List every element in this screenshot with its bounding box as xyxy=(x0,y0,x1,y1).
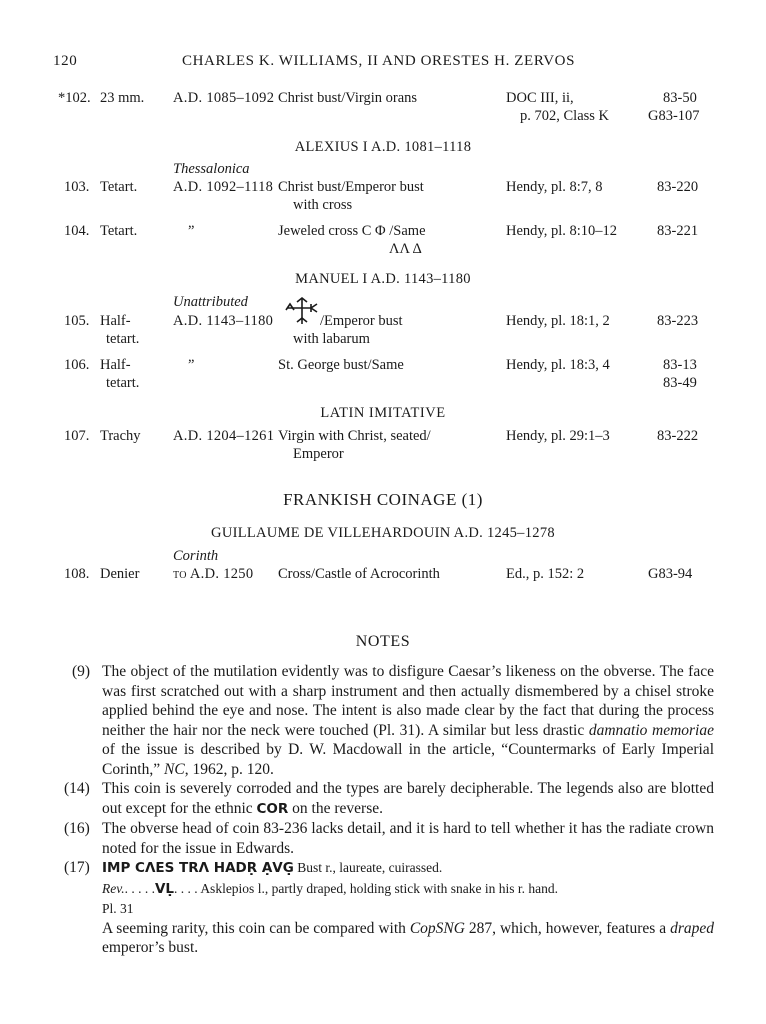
coin-type: Christ bust/Virgin orans xyxy=(278,90,418,106)
coin-legend: IMP CΛES TRΛ HADṚ ẠVG̣ xyxy=(102,860,294,876)
reference: Ed., p. 152: 2 xyxy=(506,566,585,582)
note-number: (14) xyxy=(64,780,90,797)
denomination: 23 mm. xyxy=(100,90,145,106)
note-16: (16) The obverse head of coin 83-236 lacks detail, and it is hard to tell whether it has the radiate crown noted for the issue in Edwards. xyxy=(64,820,714,857)
coin-type-line2: with cross xyxy=(293,197,353,213)
denomination: Half- xyxy=(100,313,131,329)
denomination: Tetart. xyxy=(100,223,138,239)
catalog-number: 105. xyxy=(64,313,90,329)
coin-type: St. George bust/Same xyxy=(278,357,404,373)
inventory-number: 83-221 xyxy=(657,223,699,239)
coin-type: /Emperor bust xyxy=(320,313,403,329)
note-17: (17) IMP CΛES TRΛ HADṚ ẠVG̣ Bust r., laureate, cuirassed. Rev.. . . . .VḶ. . . . Asklepios l., partly draped, holding stick with snake in his r. hand. Pl. 31 A seeming rarity, this coin can be compared with CopSNG 287, which, however, features a draped emperor’s bust. xyxy=(64,859,715,956)
catalog-number: 106. xyxy=(64,357,90,373)
date: A.D. 1204–1261 xyxy=(173,428,275,444)
catalog-number: 104. xyxy=(64,223,90,239)
catalog-number: 103. xyxy=(64,179,90,195)
denomination-line2: tetart. xyxy=(106,375,140,391)
inventory-number: 83-220 xyxy=(657,179,699,195)
reference: Hendy, pl. 8:7, 8 xyxy=(506,179,603,195)
section-heading-alexius: ALEXIUS I A.D. 1081–1118 xyxy=(294,139,472,155)
running-head-authors: CHARLES K. WILLIAMS, II AND ORESTES H. ZERVOS xyxy=(182,53,576,69)
reference: Hendy, pl. 18:1, 2 xyxy=(506,313,610,329)
denomination: Denier xyxy=(100,566,140,582)
section-heading-latin: LATIN IMITATIVE xyxy=(320,405,446,421)
coin-type-line2: with labarum xyxy=(293,331,370,347)
mint-label: Thessalonica xyxy=(173,161,250,177)
page-number: 120 xyxy=(53,53,78,69)
coin-type: Virgin with Christ, seated/ xyxy=(278,428,431,444)
reference: Hendy, pl. 18:3, 4 xyxy=(506,357,610,373)
date: to A.D. 1250 xyxy=(173,566,254,582)
inventory-number: G83-107 xyxy=(648,108,700,124)
inventory-number: 83-49 xyxy=(663,375,697,391)
denomination: Half- xyxy=(100,357,131,373)
inventory-number: 83-223 xyxy=(657,313,699,329)
note-number: (9) xyxy=(72,663,91,680)
reference-line2: p. 702, Class K xyxy=(520,108,610,124)
mint-label: Corinth xyxy=(173,548,219,564)
reference: Hendy, pl. 8:10–12 xyxy=(506,223,618,239)
reference: DOC III, ii, xyxy=(506,90,574,106)
note-number: (17) xyxy=(64,859,90,876)
denomination-line2: tetart. xyxy=(106,331,140,347)
coin-type-line2: ΛΛ Δ xyxy=(389,241,422,257)
note-14: (14) This coin is severely corroded and the types are barely decipherable. The legends also are blotted out except for the ethnic COR on the reverse. xyxy=(64,780,714,817)
coin-type: Jeweled cross C Φ /Same xyxy=(278,223,426,239)
ditto-mark: ” xyxy=(188,223,195,239)
coin-type-line2: Emperor xyxy=(293,446,344,462)
inventory-number: 83-13 xyxy=(663,357,697,373)
mint-label: Unattributed xyxy=(173,294,248,310)
inventory-number: 83-50 xyxy=(663,90,697,106)
notes-list xyxy=(64,662,715,958)
denomination: Trachy xyxy=(100,428,141,444)
note-number: (16) xyxy=(64,820,90,837)
notes-heading: NOTES xyxy=(355,633,411,650)
coin-type: Christ bust/Emperor bust xyxy=(278,179,424,195)
note-9: (9) The object of the mutilation evidently was to disfigure Caesar’s likeness on the obverse. The face was first scratched out with a sharp instrument and then actually dismembered by a chisel stroke applied behind the eye and nose. The intent is also made clear by the fact that during the process neither the hair nor the neck were touched (Pl. 31). A similar but less drastic damnatio memoriae of the issue is described by D. W. Macdowall in the article, “Countermarks of Early Imperial Corinth,” NC, 1962, p. 120. xyxy=(72,663,714,778)
section-heading-frankish: FRANKISH COINAGE (1) xyxy=(283,490,483,509)
denomination: Tetart. xyxy=(100,179,138,195)
date: A.D. 1143–1180 xyxy=(173,313,274,329)
coin-type: Cross/Castle of Acrocorinth xyxy=(278,566,440,582)
section-heading-manuel: MANUEL I A.D. 1143–1180 xyxy=(295,271,471,287)
ditto-mark: ” xyxy=(188,357,195,373)
catalog-number: *102. xyxy=(58,90,91,106)
date: A.D. 1092–1118 xyxy=(173,179,274,195)
inventory-number: G83-94 xyxy=(648,566,693,582)
catalog-number: 107. xyxy=(64,428,90,444)
inventory-number: 83-222 xyxy=(657,428,699,444)
reference: Hendy, pl. 29:1–3 xyxy=(506,428,610,444)
cross-monogram-icon xyxy=(284,296,320,326)
catalog-number: 108. xyxy=(64,566,90,582)
date: A.D. 1085–1092 xyxy=(173,90,275,106)
section-heading-guillaume: GUILLAUME DE VILLEHARDOUIN A.D. 1245–1278 xyxy=(211,525,555,541)
